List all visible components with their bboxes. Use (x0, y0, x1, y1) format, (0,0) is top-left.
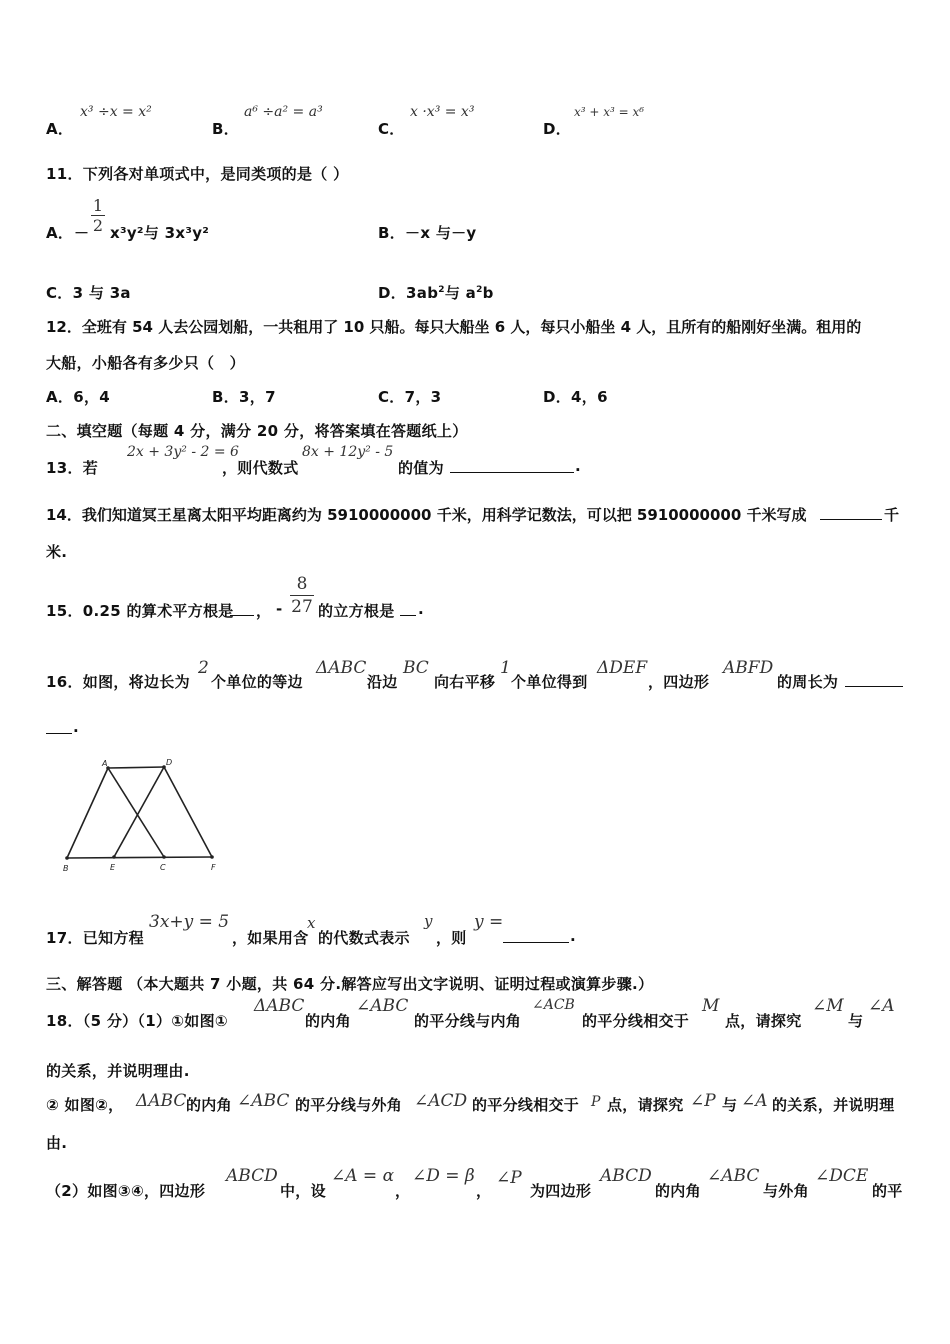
q15-suffix: 的立方根是 (318, 602, 395, 620)
q17-text-3: ，则 (436, 929, 467, 947)
q18-part2-angle-a: ∠A (741, 1091, 768, 1111)
q12-line1: 12．全班有 54 人去公园划船，一共租用了 10 只船。每只大船坐 6 人，每只小船坐 4 人，且所有的船刚好坐满。租用的 (46, 318, 862, 336)
q18-point-m: M (702, 996, 720, 1016)
q14-line2: 米. (46, 543, 68, 561)
q18-part3-text-4: 与外角 (763, 1182, 809, 1200)
q18-part2-angle-p: ∠P (690, 1091, 716, 1111)
q18-part2-prefix: ② 如图②， (46, 1096, 124, 1114)
q16-prefix: 16．如图，将边长为 (46, 673, 190, 691)
q17-text-2: 的代数式表示 (318, 929, 410, 947)
q18-angle-acb: ∠ACB (532, 997, 575, 1013)
q17-prefix: 17．已知方程 (46, 929, 144, 947)
q16-text-5: ，四边形 (648, 673, 710, 691)
q13-prefix: 13．若 (46, 459, 99, 477)
q12-option-c: C．7，3 (378, 388, 442, 406)
q18-angle-a: ∠A (868, 996, 895, 1016)
q17-period: . (570, 927, 576, 945)
q15-prefix: 15．0.25 的算术平方根是 (46, 602, 234, 620)
q10-option-c-label: C． (378, 120, 405, 138)
q13-suffix: 的值为 (398, 459, 444, 477)
q12-option-b: B．3，7 (212, 388, 276, 406)
q15-answer-blank-1[interactable] (230, 601, 254, 616)
q18-angle-m: ∠M (812, 996, 844, 1016)
q11-option-a-fraction (91, 196, 105, 235)
figure-label-c: C (160, 863, 166, 872)
q17-variable-y: y (424, 912, 433, 930)
q18-part3-angle-d-eq: ∠D = β (412, 1166, 475, 1186)
q16-text-2: 沿边 (367, 673, 398, 691)
q18-part3-angle-abc: ∠ABC (707, 1166, 760, 1186)
q18-part2-text-4: 点，请探究 (607, 1096, 684, 1114)
q18-angle-abc: ∠ABC (356, 996, 409, 1016)
q11-option-a-minus: － (74, 224, 90, 242)
segment-de (114, 767, 164, 857)
q14-answer-blank[interactable] (820, 505, 882, 520)
point-f (210, 855, 214, 859)
q18-part2-point-p: P (591, 1094, 601, 1110)
point-b (65, 856, 69, 860)
point-c (162, 855, 166, 859)
q11-d-part2: 与 a (444, 284, 477, 302)
q18-part3-angle-dce: ∠DCE (815, 1166, 869, 1186)
q15-period: . (418, 600, 424, 618)
q11-option-c: C．3 与 3a (46, 284, 131, 302)
figure-label-e: E (110, 863, 116, 872)
q18-part2-angle-acd: ∠ACD (414, 1091, 468, 1111)
q13-equation: 2x + 3y² - 2 = 6 (127, 444, 239, 460)
section-3-heading: 三、解答题 （本大题共 7 小题，共 64 分.解答应写出文字说明、证明过程或演算步骤.） (46, 975, 654, 993)
q12-option-d: D．4，6 (543, 388, 608, 406)
q16-triangle-abc: ΔABC (316, 658, 367, 678)
q18-part3-comma-1: ， (395, 1182, 411, 1200)
q14-line1: 14．我们知道冥王星离太阳平均距离约为 5910000000 千米，用科学记数法，可以把 5910000000 千米写成 (46, 506, 807, 524)
q16-text-6: 的周长为 (777, 673, 839, 691)
q11-stem: 11．下列各对单项式中，是同类项的是（ ） (46, 165, 349, 183)
q16-number-2: 2 (198, 658, 209, 678)
point-e (112, 855, 116, 859)
q16-text-3: 向右平移 (434, 673, 496, 691)
q18-part3-text-5: 的平 (872, 1182, 903, 1200)
q18-part2-text-6: 的关系，并说明理 (772, 1096, 895, 1114)
q18-line1-text-1: 的内角 (305, 1012, 351, 1030)
section-2-heading: 二、填空题（每题 4 分，满分 20 分，将答案填在答题纸上） (46, 422, 468, 440)
q18-part2-angle-abc: ∠ABC (237, 1091, 290, 1111)
q12-line2: 大船，小船各有多少只（ ） (46, 354, 245, 372)
q15-fraction (290, 573, 314, 618)
q18-line2: 的关系，并说明理由. (46, 1062, 190, 1080)
segment-bf (67, 857, 212, 858)
q16-figure (56, 758, 226, 876)
q18-triangle-abc: ΔABC (254, 996, 305, 1016)
q14-unit-start: 千 (884, 506, 900, 524)
q10-option-a-expression: x³ ÷x = x² (80, 104, 152, 120)
q18-part3-comma-2: ， (476, 1182, 492, 1200)
q18-part3-text-2: 为四边形 (530, 1182, 592, 1200)
q18-part2-text-2: 的平分线与外角 (295, 1096, 403, 1114)
segment-df (164, 767, 212, 857)
q18-part2-text-1: 的内角 (186, 1096, 232, 1114)
q11-option-a-label: A． (46, 224, 74, 242)
q16-quadrilateral: ABFD (723, 658, 774, 678)
q18-line4: 由. (46, 1134, 68, 1152)
q13-middle: ，则代数式 (222, 459, 299, 477)
q15-answer-blank-2[interactable] (400, 601, 416, 616)
q15-comma: ， (256, 602, 272, 620)
q18-line1-text-5: 与 (848, 1012, 864, 1030)
q16-answer-blank[interactable] (845, 672, 903, 687)
q17-answer-blank[interactable] (503, 928, 569, 943)
q10-option-d-label: D． (543, 120, 572, 138)
q18-line1-prefix: 18．（5 分）（1）①如图① (46, 1012, 228, 1030)
q12-option-a: A．6，4 (46, 388, 110, 406)
q11-d-sup1: 2 (438, 285, 445, 295)
q11-option-a-expression: x³y²与 3x³y² (110, 224, 210, 242)
q17-equation: 3x+y = 5 (149, 912, 230, 932)
q18-part2-text-5: 与 (722, 1096, 738, 1114)
segment-ab (67, 768, 108, 858)
q17-text-1: ，如果用含 (232, 929, 309, 947)
q18-part3-angle-p: ∠P (496, 1168, 522, 1188)
q10-option-b-expression: a⁶ ÷a² = a³ (244, 104, 323, 120)
q11-d-sup2: 2 (476, 285, 483, 295)
fraction-numerator: 8 (296, 574, 308, 594)
q16-side-bc: BC (403, 658, 429, 678)
q18-part3-text-3: 的内角 (655, 1182, 701, 1200)
q18-part2-triangle: ΔABC (136, 1091, 187, 1111)
q18-part3-text-1: 中，设 (280, 1182, 326, 1200)
q11-d-part1: D．3ab (378, 284, 439, 302)
q16-number-1: 1 (500, 658, 511, 678)
q10-option-a-label: A． (46, 120, 74, 138)
fraction-denominator: 2 (92, 216, 104, 235)
q15-minus: - (276, 600, 283, 618)
q18-part3-prefix: （2）如图③④，四边形 (46, 1182, 206, 1200)
q18-part3-angle-a-eq: ∠A = α (331, 1166, 395, 1186)
q18-line1-text-4: 点，请探究 (725, 1012, 802, 1030)
q18-part2-text-3: 的平分线相交于 (472, 1096, 580, 1114)
q18-line1-text-2: 的平分线与内角 (414, 1012, 522, 1030)
q13-period: . (575, 457, 581, 475)
q10-option-d-expression: x³ + x³ = x⁶ (574, 105, 645, 119)
q11-d-part3: b (482, 284, 494, 302)
q18-line1-text-3: 的平分线相交于 (582, 1012, 690, 1030)
q18-part3-quad: ABCD (226, 1166, 278, 1186)
q16-period: . (73, 718, 79, 736)
q11-option-d (378, 282, 494, 303)
q16-text-1: 个单位的等边 (211, 673, 303, 691)
q16-answer-blank-continued[interactable] (46, 719, 72, 734)
q18-part3-quad-2: ABCD (600, 1166, 652, 1186)
fraction-denominator: 27 (291, 597, 313, 617)
q13-expression: 8x + 12y² - 5 (302, 444, 394, 460)
q17-y-equals: y = (474, 912, 504, 932)
q16-triangle-def: ΔDEF (597, 658, 648, 678)
q16-text-4: 个单位得到 (511, 673, 588, 691)
q11-option-b: B．－x 与－y (378, 224, 477, 242)
q17-variable-x: x (307, 914, 316, 932)
figure-label-a: A (102, 759, 108, 768)
fraction-numerator: 1 (92, 196, 104, 215)
figure-label-f: F (211, 863, 216, 872)
q13-answer-blank[interactable] (450, 458, 574, 473)
figure-label-d: D (166, 758, 173, 767)
segment-ad (108, 767, 164, 768)
q10-option-b-label: B． (212, 120, 240, 138)
q10-option-c-expression: x ·x³ = x³ (410, 104, 475, 120)
figure-label-b: B (63, 864, 69, 873)
